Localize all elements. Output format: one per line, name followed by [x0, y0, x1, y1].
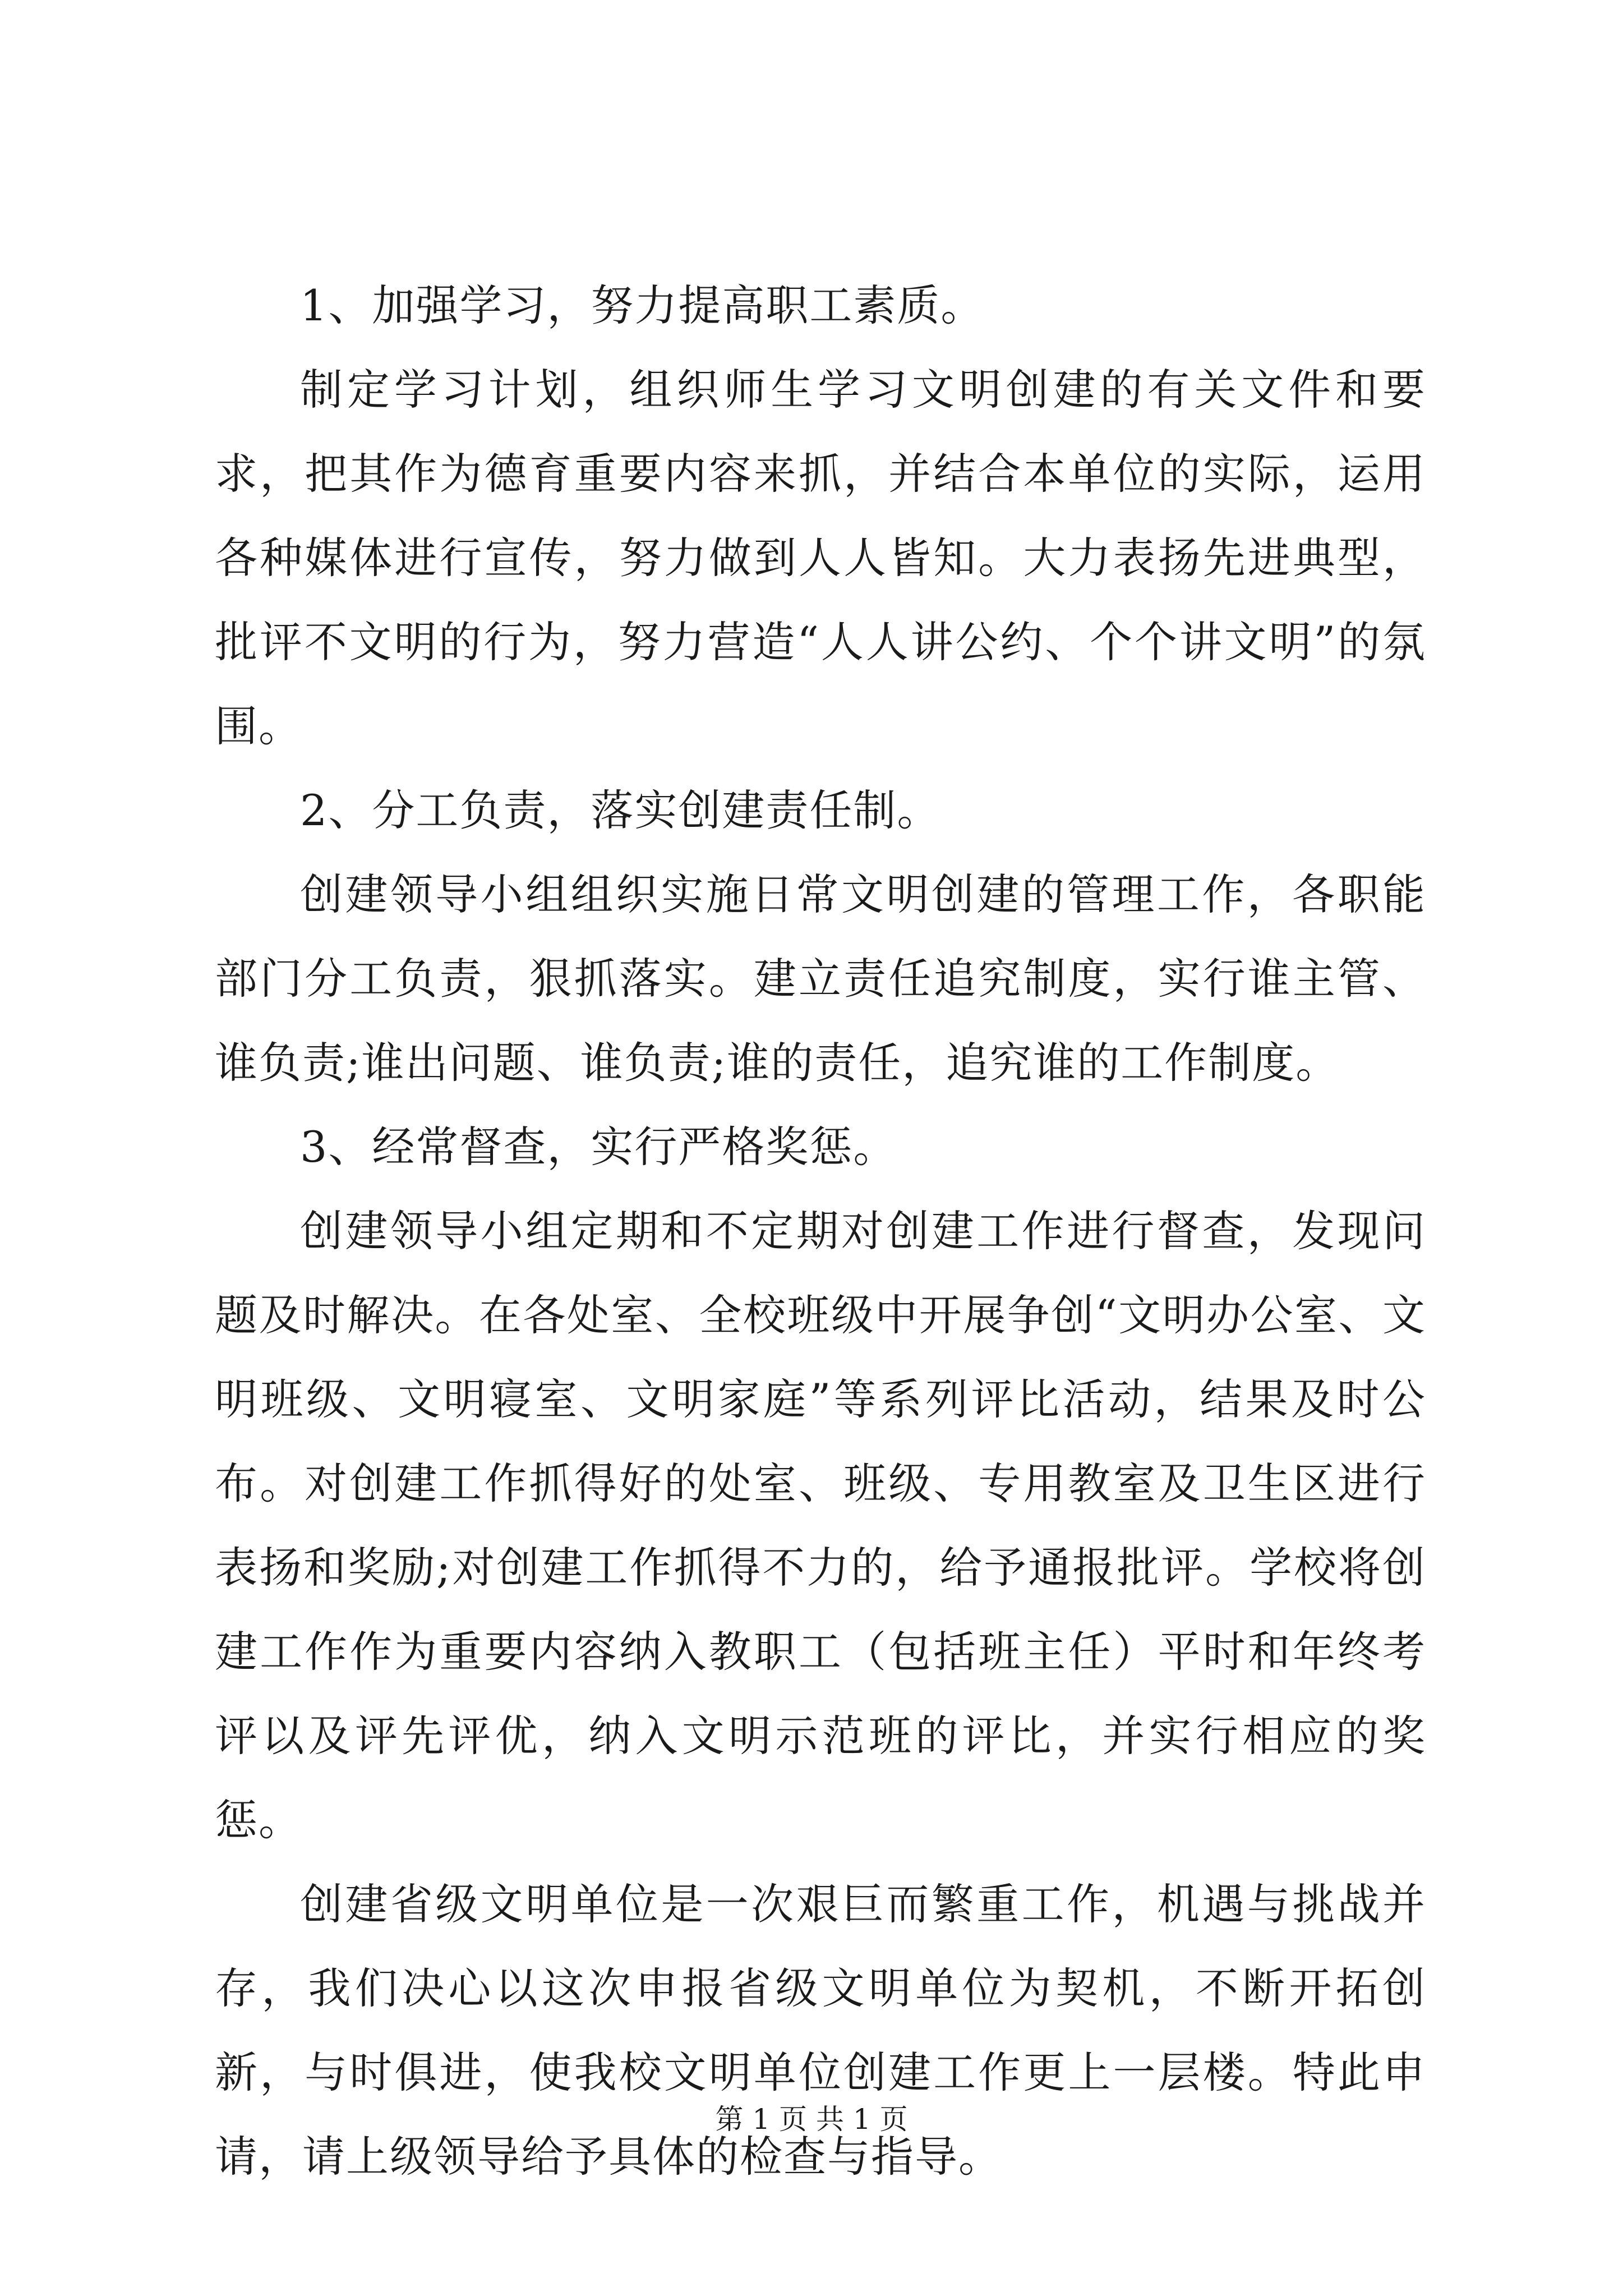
document-body [215, 264, 1426, 2199]
paragraph-3: 创建领导小组定期和不定期对创建工作进行督查，发现问题及时解决。在各处室、全校班级中开展争创“文明办公室、文明班级、文明寝室、文明家庭”等系列评比活动，结果及时公布。对创建工作抓得好的处室、班级、专用教室及卫生区进行表扬和奖励;对创建工作抓得不力的，给予通报批评。学校将创建工作作为重要内容纳入教职工（包括班主任）平时和年终考评以及评先评优，纳入文明示范班的评比，并实行相应的奖惩。 [215, 1206, 1426, 1845]
paragraph-closing: 创建省级文明单位是一次艰巨而繁重工作，机遇与挑战并存，我们决心以这次申报省级文明单位为契机，不断开拓创新，与时俱进，使我校文明单位创建工作更上一层楼。特此申请，请上级领导给予具体的检查与指导。 [215, 1879, 1426, 2182]
heading-2: 2、分工负责，落实创建责任制。 [300, 785, 941, 835]
paragraph-1: 制定学习计划，组织师生学习文明创建的有关文件和要求，把其作为德育重要内容来抓，并结合本单位的实际，运用各种媒体进行宣传，努力做到人人皆知。大力表扬先进典型，批评不文明的行为，努力营造“人人讲公约、个个讲文明”的氛围。 [215, 365, 1426, 751]
paragraph-2: 创建领导小组组织实施日常文明创建的管理工作，各职能部门分工负责，狠抓落实。建立责任追究制度，实行谁主管、谁负责;谁出问题、谁负责;谁的责任，追究谁的工作制度。 [215, 869, 1426, 1088]
heading-3: 3、经常督查，实行严格奖惩。 [300, 1122, 897, 1172]
page-number-footer: 第 1 页 共 1 页 [715, 2103, 908, 2136]
heading-1: 1、加强学习，努力提高职工素质。 [300, 280, 985, 330]
